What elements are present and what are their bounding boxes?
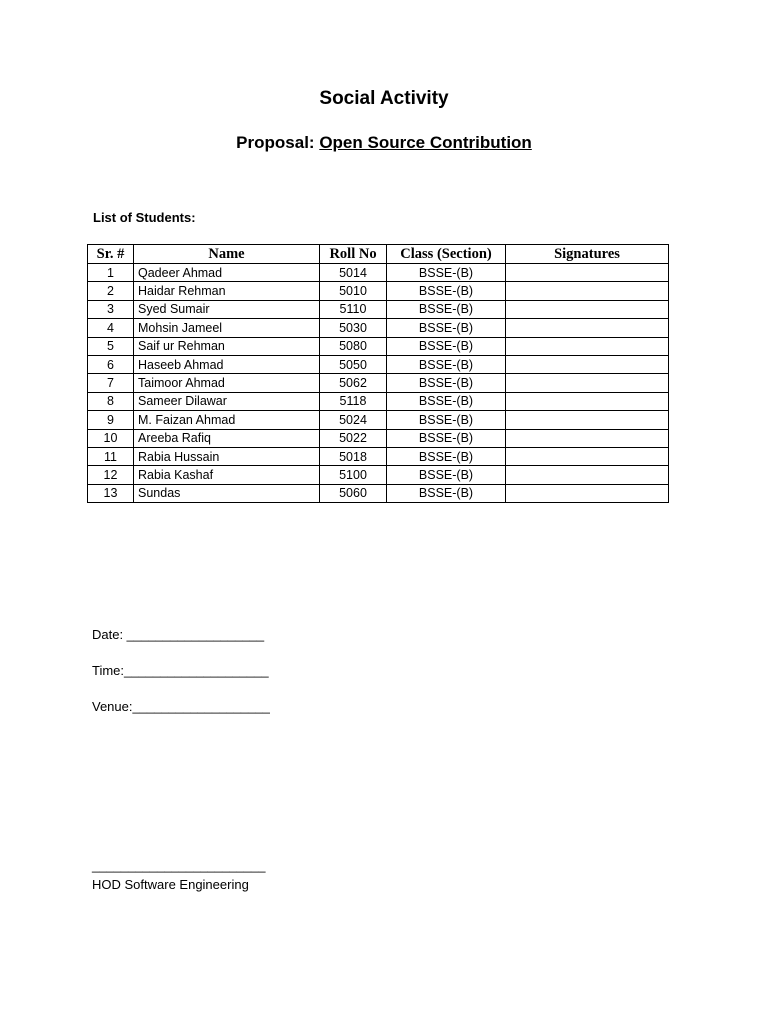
cell-signature (506, 392, 669, 410)
table-row (88, 447, 669, 465)
cell-sr: 3 (88, 300, 134, 318)
cell-sr: 8 (88, 392, 134, 410)
cell-sr: 1 (88, 264, 134, 282)
cell-roll: 5024 (320, 411, 387, 429)
signatory: HOD Software Engineering (92, 877, 249, 892)
list-label: List of Students: (93, 210, 196, 225)
table-row (88, 300, 669, 318)
cell-roll: 5062 (320, 374, 387, 392)
cell-name: Haidar Rehman (134, 282, 320, 300)
cell-signature (506, 466, 669, 484)
cell-name: Qadeer Ahmad (134, 264, 320, 282)
header-class: Class (Section) (387, 245, 506, 264)
table-body (88, 264, 669, 503)
cell-class: BSSE-(B) (387, 374, 506, 392)
venue-field: Venue:___________________ (92, 699, 270, 714)
cell-roll: 5118 (320, 392, 387, 410)
cell-sr: 6 (88, 355, 134, 373)
cell-roll: 5050 (320, 355, 387, 373)
cell-signature (506, 355, 669, 373)
cell-name: Rabia Kashaf (134, 466, 320, 484)
cell-roll: 5030 (320, 319, 387, 337)
header-roll: Roll No (320, 245, 387, 264)
time-field: Time:____________________ (92, 663, 269, 678)
cell-class: BSSE-(B) (387, 411, 506, 429)
signature-line: ________________________ (92, 858, 266, 873)
date-field: Date: ___________________ (92, 627, 265, 642)
proposal-heading (0, 133, 768, 153)
cell-name: Mohsin Jameel (134, 319, 320, 337)
table-row (88, 411, 669, 429)
cell-class: BSSE-(B) (387, 466, 506, 484)
table-row (88, 429, 669, 447)
table-row (88, 374, 669, 392)
cell-roll: 5110 (320, 300, 387, 318)
cell-roll: 5014 (320, 264, 387, 282)
cell-roll: 5060 (320, 484, 387, 502)
table-row (88, 319, 669, 337)
cell-sr: 5 (88, 337, 134, 355)
cell-name: Haseeb Ahmad (134, 355, 320, 373)
header-sr: Sr. # (88, 245, 134, 264)
cell-signature (506, 484, 669, 502)
cell-roll: 5018 (320, 447, 387, 465)
cell-roll: 5010 (320, 282, 387, 300)
cell-name: Saif ur Rehman (134, 337, 320, 355)
cell-sr: 10 (88, 429, 134, 447)
document-title: Social Activity (319, 88, 449, 109)
cell-name: Syed Sumair (134, 300, 320, 318)
cell-roll: 5080 (320, 337, 387, 355)
cell-name: Areeba Rafiq (134, 429, 320, 447)
cell-signature (506, 411, 669, 429)
header-name: Name (134, 245, 320, 264)
table-row (88, 466, 669, 484)
cell-name: M. Faizan Ahmad (134, 411, 320, 429)
cell-class: BSSE-(B) (387, 392, 506, 410)
cell-sr: 4 (88, 319, 134, 337)
cell-name: Sameer Dilawar (134, 392, 320, 410)
cell-class: BSSE-(B) (387, 447, 506, 465)
cell-signature (506, 282, 669, 300)
cell-signature (506, 300, 669, 318)
cell-signature (506, 374, 669, 392)
cell-roll: 5022 (320, 429, 387, 447)
table-header-row (88, 245, 669, 264)
cell-name: Taimoor Ahmad (134, 374, 320, 392)
cell-name: Rabia Hussain (134, 447, 320, 465)
proposal-label: Proposal: (236, 133, 315, 152)
cell-signature (506, 337, 669, 355)
cell-sr: 12 (88, 466, 134, 484)
cell-roll: 5100 (320, 466, 387, 484)
cell-signature (506, 264, 669, 282)
cell-sr: 13 (88, 484, 134, 502)
cell-signature (506, 447, 669, 465)
cell-class: BSSE-(B) (387, 264, 506, 282)
cell-class: BSSE-(B) (387, 319, 506, 337)
cell-class: BSSE-(B) (387, 429, 506, 447)
cell-sr: 7 (88, 374, 134, 392)
proposal-topic: Open Source Contribution (319, 133, 532, 152)
cell-signature (506, 429, 669, 447)
cell-sr: 9 (88, 411, 134, 429)
cell-sr: 11 (88, 447, 134, 465)
cell-class: BSSE-(B) (387, 484, 506, 502)
table-row (88, 392, 669, 410)
table-row (88, 282, 669, 300)
table-row (88, 264, 669, 282)
students-table (87, 244, 669, 503)
cell-class: BSSE-(B) (387, 355, 506, 373)
cell-sr: 2 (88, 282, 134, 300)
header-signatures: Signatures (506, 245, 669, 264)
table-row (88, 337, 669, 355)
cell-name: Sundas (134, 484, 320, 502)
cell-class: BSSE-(B) (387, 337, 506, 355)
cell-signature (506, 319, 669, 337)
cell-class: BSSE-(B) (387, 282, 506, 300)
table-row (88, 355, 669, 373)
cell-class: BSSE-(B) (387, 300, 506, 318)
table-row (88, 484, 669, 502)
